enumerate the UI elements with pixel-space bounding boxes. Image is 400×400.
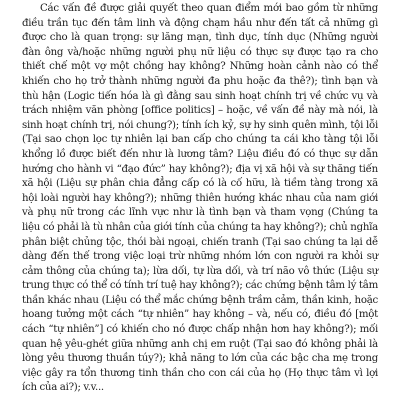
body-paragraph: Các vấn đề được giải quyết theo quan điểm mới bao gồm từ những điều trần tục đến tâm linh và động chạm hầu như đến tất cả những gì được cho là quan trọng: sự lăng mạn, tình dục, tính dục (Những người đàn ông và/hoặc những người phụ nữ liệu có thực sự được tạo ra cho thiết chế một vợ một chồng hay không? Những hoàn cảnh nào có thể khiến cho họ trở thành những người đa phu hoặc đa thê?); tình bạn và thù hận (Logic tiến hóa là gì đằng sau sinh hoạt chính trị về chức vụ và trách nhiệm văn phòng [office politics] – hoặc, về vấn đề này mà nói, là sinh hoạt chính trị, nói chung?); tính ích kỷ, sự hy sinh quên mình, tội lỗi (Tại sao chọn lọc tự nhiên lại ban cấp cho chúng ta cái kho tàng tội lỗi khổng lồ được biết đến như là lương tâm? Liệu điều đó có thực sự dẫn hướng cho hành vi “đạo đức” hay không?); địa vị xã hội và sự thăng tiến xã hội (Liệu sự phân chia đẳng cấp có là cố hữu, là tiềm tàng trong xã hội loài người hay không?); những thiên hướng khác nhau của nam giới và phụ nữ trong các lĩnh vực như là tình bạn và tham vọng (Chúng ta liệu có phải là tù nhân của giới tính của chúng ta hay không?); chủ nghĩa phân biệt chủng tộc, thói bài ngoại, chiến tranh (Tại sao chúng ta lại dễ dàng đến thế trong việc loại trừ những nhóm lớn con người ra khỏi sự cảm thông của chúng ta); lừa dối, tự lừa dối, và trí não vô thức (Liệu sự trung thực có thể có tính trí tuệ hay không?); các chứng bệnh tâm lý tâm thần khác nhau (Liệu có thể mắc chứng bệnh trầm cảm, thần kinh, hoặc hoang tưởng một cách “tự nhiên” hay không – và, nếu có, điều đó [một cách “tự nhiên”] có khiến cho nó được chấp nhận hơn hay không?); mối quan hệ yêu-ghét giữa những anh chị em ruột (Tại sao đó không phải là lòng yêu thương thuần túy?); khả năng to lớn của các bậc cha mẹ trong việc gây ra tổn thương tinh thần cho con cái của họ (Họ thực tâm vì lợi ích của ai?); v.v... [22,3,378,394]
